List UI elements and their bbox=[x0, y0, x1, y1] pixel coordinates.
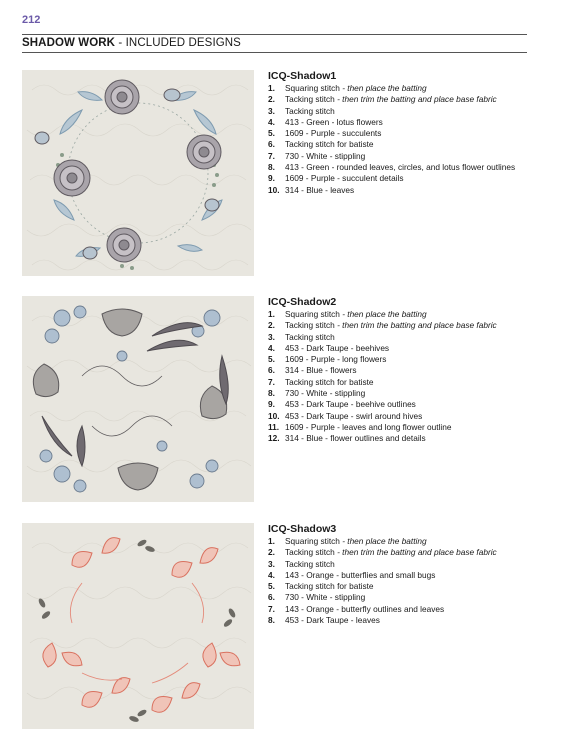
stitch-step: 8. 413 - Green - rounded leaves, circles, and lotus flower outlines bbox=[268, 162, 516, 173]
stitch-step: 10. 314 - Blue - leaves bbox=[268, 184, 355, 195]
stitch-step: 1. Squaring stitch - then place the batting bbox=[268, 309, 427, 319]
stitch-step: 1. Squaring stitch - then place the batting bbox=[268, 83, 427, 93]
design-name: ICQ-Shadow3 bbox=[268, 523, 337, 535]
header-top-rule bbox=[22, 34, 527, 35]
stitch-step: 5. 1609 - Purple - succulents bbox=[268, 128, 382, 139]
page-number: 212 bbox=[22, 14, 41, 26]
stitch-step: 12. 314 - Blue - flower outlines and details bbox=[268, 433, 426, 444]
design-thumbnail-shadow2 bbox=[22, 296, 254, 502]
stitch-step: 10. 453 - Dark Taupe - swirl around hives bbox=[268, 410, 423, 421]
stitch-step: 9. 1609 - Purple - succulent details bbox=[268, 173, 404, 184]
design-thumbnail-shadow1 bbox=[22, 70, 254, 276]
header-title: SHADOW WORK bbox=[22, 37, 116, 49]
stitch-step: 3. Tacking stitch bbox=[268, 331, 335, 342]
design-info-1 bbox=[268, 70, 530, 196]
stitch-step: 4. 143 - Orange - butterflies and small bugs bbox=[268, 569, 436, 580]
stitch-step: 6. 314 - Blue - flowers bbox=[268, 365, 357, 376]
design-thumbnail-shadow3 bbox=[22, 523, 254, 729]
stitch-step: 1. Squaring stitch - then place the batting bbox=[268, 536, 427, 546]
stitch-step: 7. Tacking stitch for batiste bbox=[268, 376, 374, 387]
design-name: ICQ-Shadow2 bbox=[268, 296, 337, 308]
stitch-step: 3. Tacking stitch bbox=[268, 558, 335, 569]
stitch-step: 5. 1609 - Purple - long flowers bbox=[268, 354, 387, 365]
stitch-step: 2. Tacking stitch - then trim the batting and place base fabric bbox=[268, 94, 497, 105]
stitch-step: 8. 453 - Dark Taupe - leaves bbox=[268, 615, 380, 626]
stitch-step: 5. Tacking stitch for batiste bbox=[268, 581, 374, 592]
stitch-step: 2. Tacking stitch - then trim the batting and place base fabric bbox=[268, 320, 497, 331]
stitch-list bbox=[268, 83, 530, 196]
stitch-step: 4. 453 - Dark Taupe - beehives bbox=[268, 342, 390, 353]
design-info-3 bbox=[268, 523, 530, 626]
stitch-list bbox=[268, 309, 530, 445]
stitch-step: 3. Tacking stitch bbox=[268, 105, 335, 116]
stitch-step: 2. Tacking stitch - then trim the batting and place base fabric bbox=[268, 547, 497, 558]
stitch-step: 6. Tacking stitch for batiste bbox=[268, 139, 374, 150]
stitch-step: 6. 730 - White - stippling bbox=[268, 592, 366, 603]
stitch-step: 7. 730 - White - stippling bbox=[268, 150, 366, 161]
header-bottom-rule bbox=[22, 52, 527, 53]
design-name: ICQ-Shadow1 bbox=[268, 70, 337, 82]
header-subtitle: - INCLUDED DESIGNS bbox=[115, 37, 241, 49]
section-header bbox=[22, 37, 241, 49]
stitch-step: 4. 413 - Green - lotus flowers bbox=[268, 116, 383, 127]
design-info-2 bbox=[268, 296, 530, 445]
stitch-step: 11. 1609 - Purple - leaves and long flower outline bbox=[268, 421, 452, 432]
stitch-step: 9. 453 - Dark Taupe - beehive outlines bbox=[268, 399, 416, 410]
stitch-step: 8. 730 - White - stippling bbox=[268, 388, 366, 399]
stitch-list bbox=[268, 536, 530, 626]
stitch-step: 7. 143 - Orange - butterfly outlines and leaves bbox=[268, 603, 445, 614]
